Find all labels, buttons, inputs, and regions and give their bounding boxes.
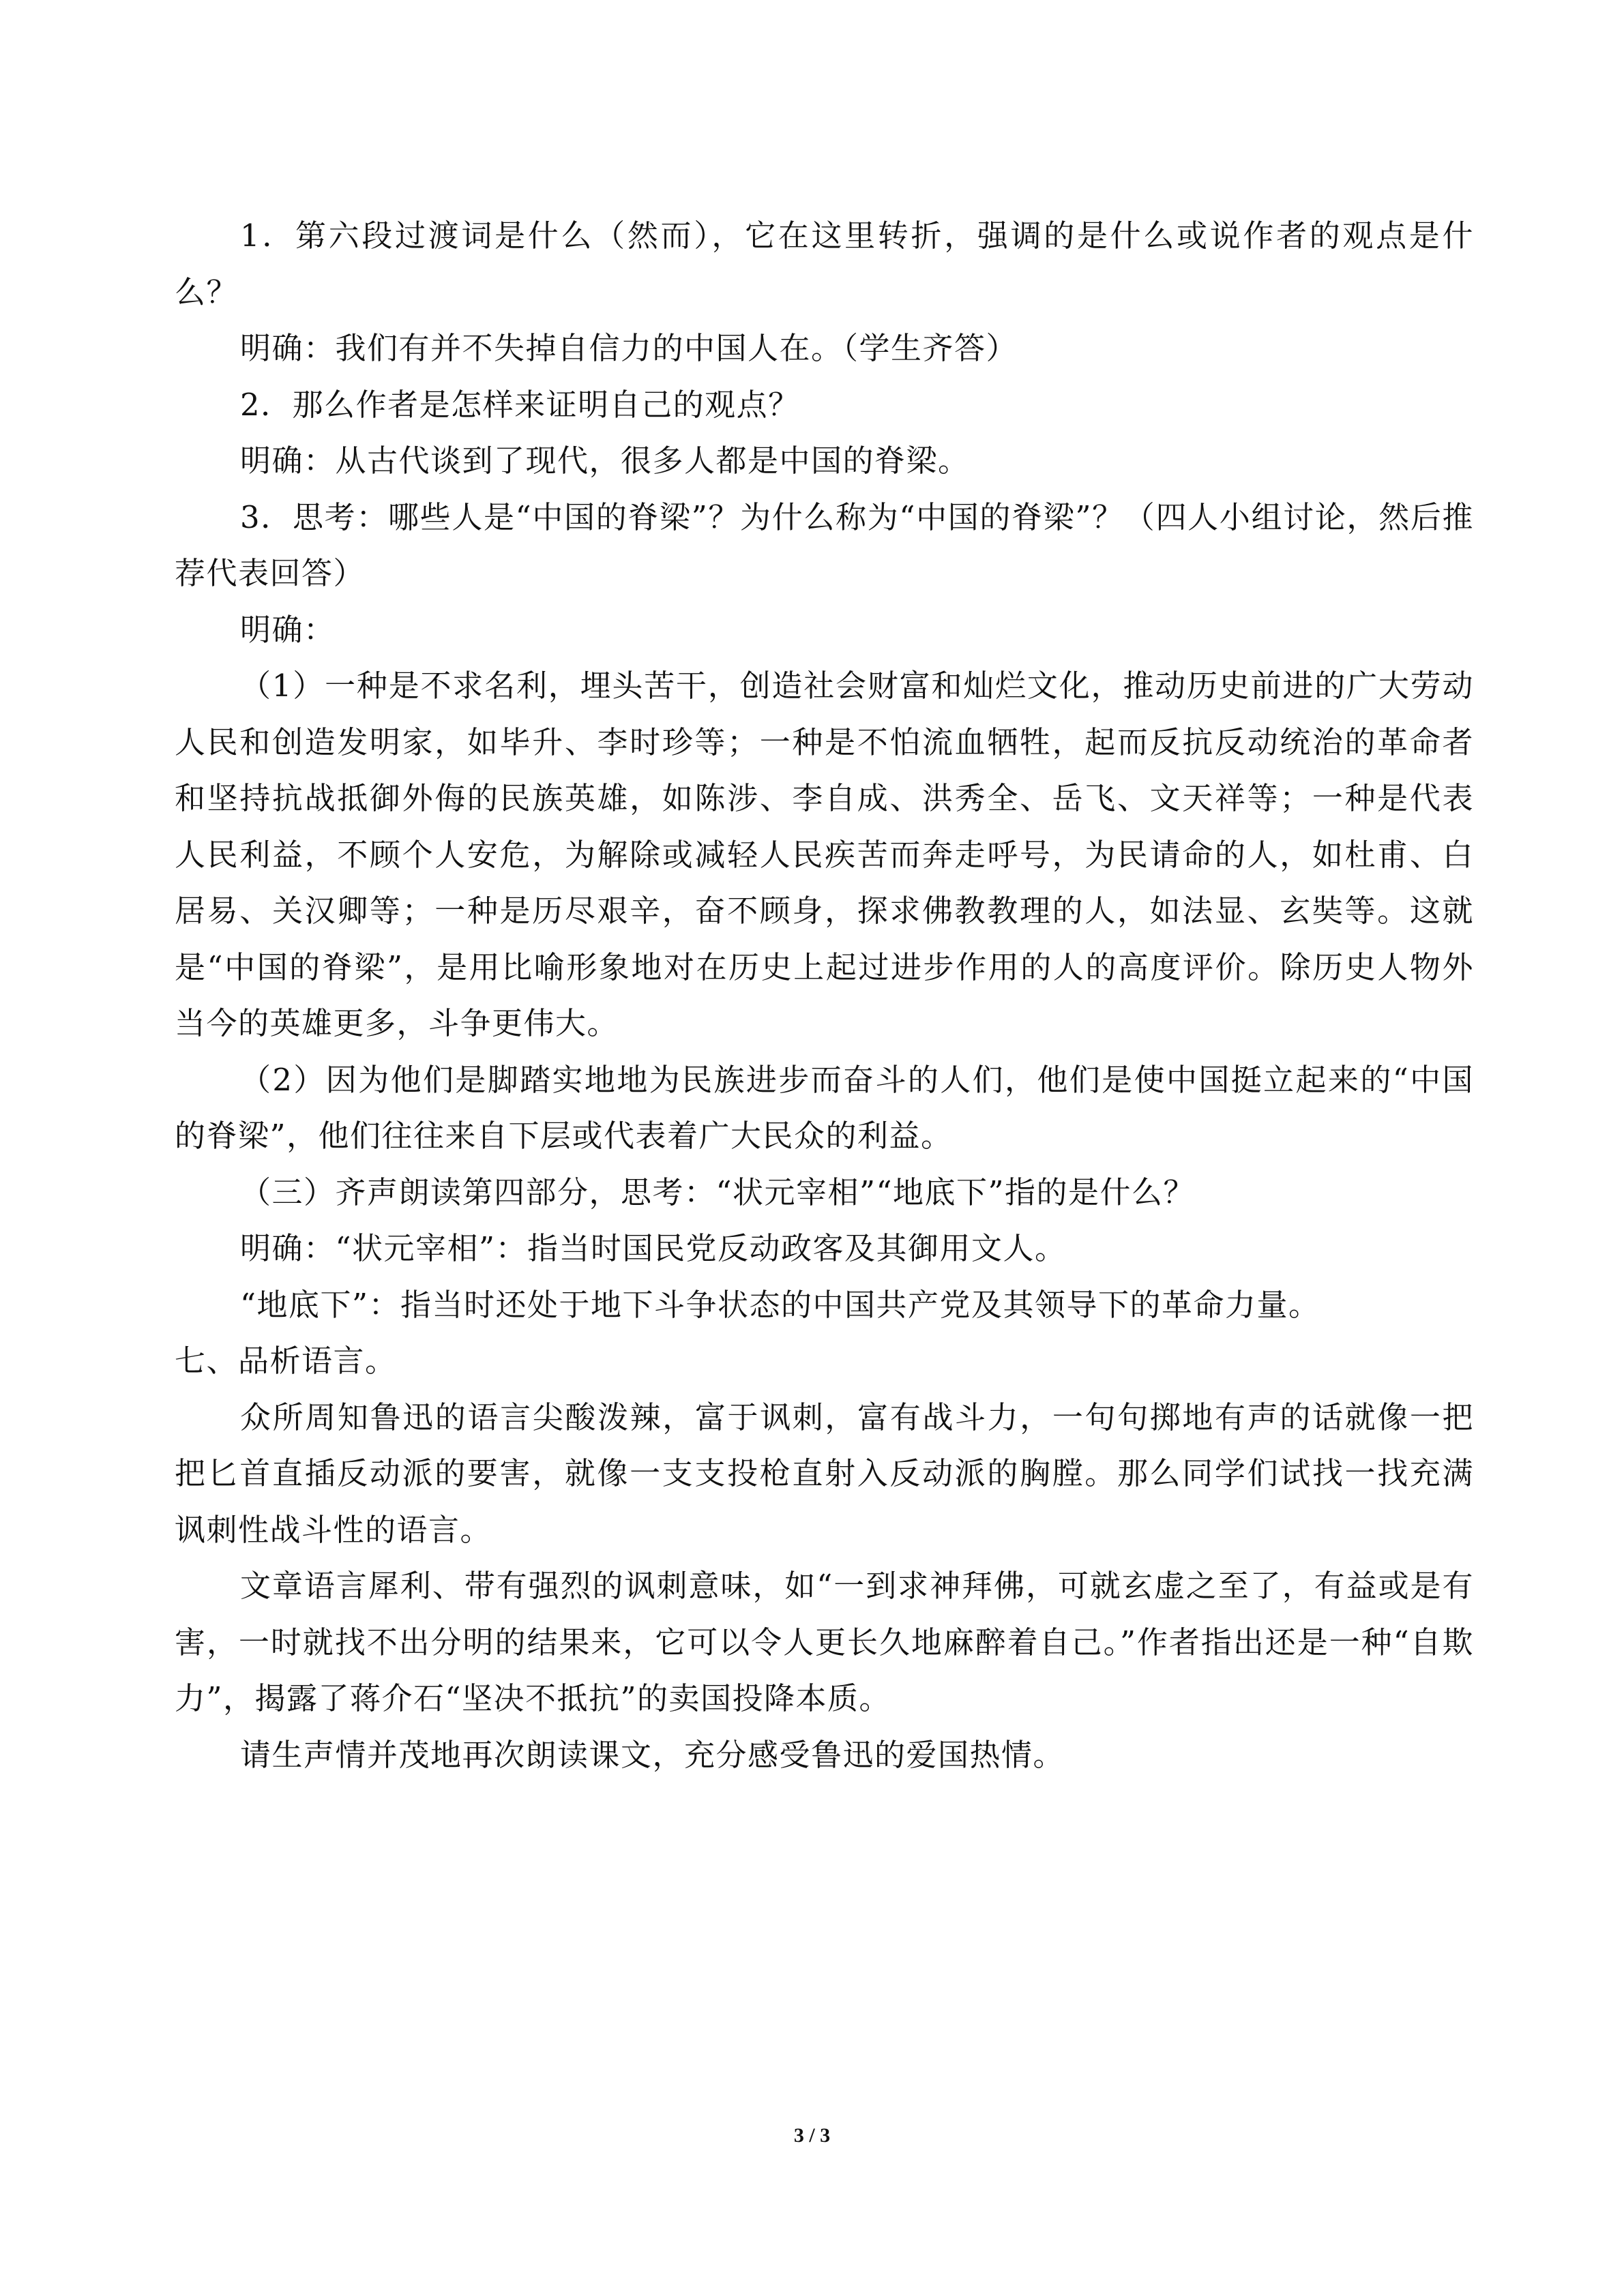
paragraph-language-intro: 众所周知鲁迅的语言尖酸泼辣，富于讽刺，富有战斗力，一句句掷地有声的话就像一把把匕首直插反动派的要害，就像一支支投枪直射入反动派的胸膛。那么同学们试找一找充满讽刺性战斗性的语言。 [175, 1399, 1474, 1548]
paragraph-answer-zhuangyuan: 明确：“状元宰相”：指当时国民党反动政客及其御用文人。 [240, 1230, 1067, 1266]
paragraph-language-example: 文章语言犀利、带有强烈的讽刺意味，如“一到求神拜佛，可就玄虚之至了，有益或是有害，一时就找不出分明的结果来，它可以令人更长久地麻醉着自己。”作者指出还是一种“自欺力”，揭露了蒋介石“坚决不抵抗”的卖国投降本质。 [175, 1568, 1474, 1716]
paragraph-question-1: 1．第六段过渡词是什么（然而），它在这里转折，强调的是什么或说作者的观点是什么？ [175, 218, 1474, 310]
section-heading-language: 七、品析语言。 [175, 1343, 397, 1379]
paragraph-question-3: 3．思考：哪些人是“中国的脊梁”？为什么称为“中国的脊梁”？（四人小组讨论，然后推荐代表回答） [175, 498, 1474, 591]
paragraph-answer-3-label: 明确： [240, 611, 336, 648]
body-text [175, 208, 1474, 1783]
paragraph-answer-didixia: “地底下”：指当时还处于地下斗争状态的中国共产党及其领导下的革命力量。 [240, 1286, 1320, 1323]
page-number: 3 / 3 [793, 2124, 831, 2147]
paragraph-section-3-reading: （三）齐声朗读第四部分，思考：“状元宰相”“地底下”指的是什么？ [240, 1174, 1196, 1210]
paragraph-question-2: 2．那么作者是怎样来证明自己的观点？ [240, 386, 800, 423]
paragraph-answer-3-part-1: （1）一种是不求名利，埋头苦干，创造社会财富和灿烂文化，推动历史前进的广大劳动人民和创造发明家，如毕升、李时珍等；一种是不怕流血牺牲，起而反抗反动统治的革命者和坚持抗战抵御外侮的民族英雄，如陈涉、李自成、洪秀全、岳飞、文天祥等；一种是代表人民利益，不顾个人安危，为解除或减轻人民疾苦而奔走呼号，为民请命的人，如杜甫、白居易、关汉卿等；一种是历尽艰辛，奋不顾身，探求佛教教理的人，如法显、玄奘等。这就是“中国的脊梁”，是用比喻形象地对在历史上起过进步作用的人的高度评价。除历史人物外当今的英雄更多，斗争更伟大。 [175, 668, 1474, 1041]
paragraph-answer-2: 明确：从古代谈到了现代，很多人都是中国的脊梁。 [240, 443, 970, 479]
paragraph-answer-1: 明确：我们有并不失掉自信力的中国人在。（学生齐答） [240, 330, 1018, 366]
paragraph-closing: 请生声情并茂地再次朗读课文，充分感受鲁迅的爱国热情。 [240, 1736, 1065, 1773]
paragraph-answer-3-part-2: （2）因为他们是脚踏实地地为民族进步而奋斗的人们，他们是使中国挺立起来的“中国的脊梁”，他们往往来自下层或代表着广大民众的利益。 [175, 1061, 1474, 1154]
